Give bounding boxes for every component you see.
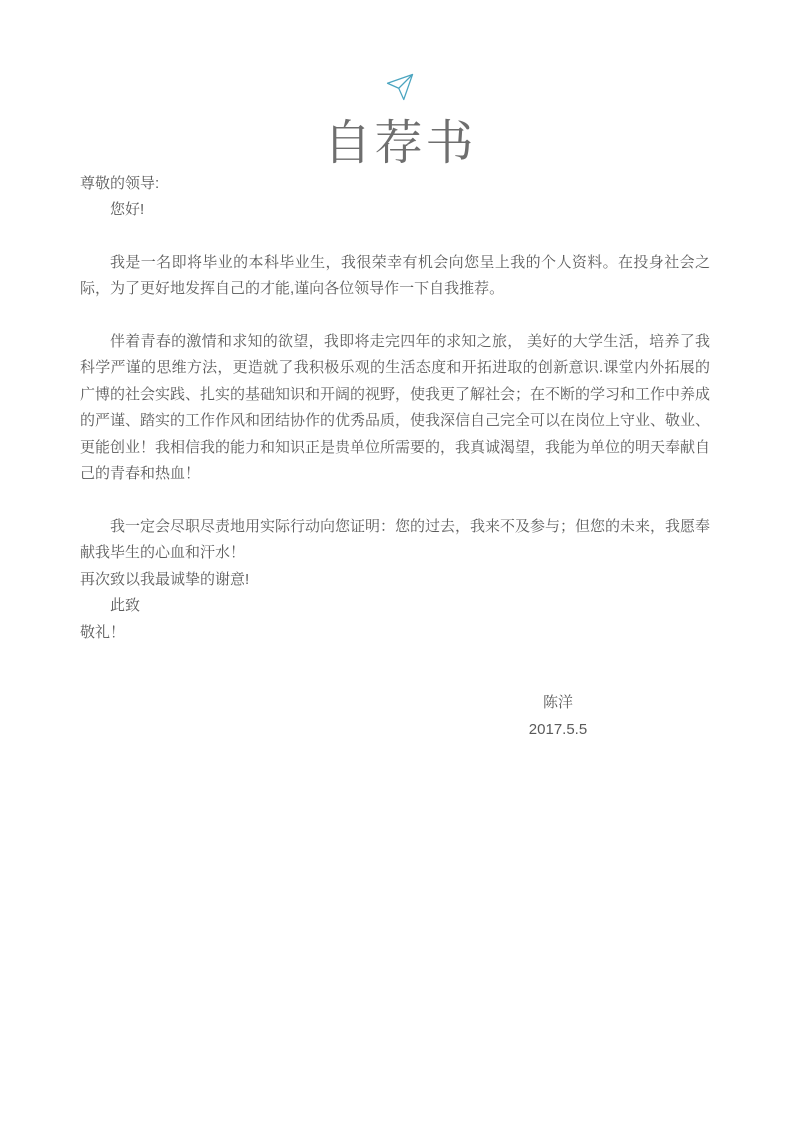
greeting-line: 您好!: [110, 201, 145, 219]
letter-paragraph: 我一定会尽职尽责地用实际行动向您证明：您的过去，我来不及参与；但您的未来，我愿奉献我毕生的心血和汗水！: [80, 517, 711, 562]
letter-paragraph: 我是一名即将毕业的本科毕业生，我很荣幸有机会向您呈上我的个人资料。在投身社会之际，为了更好地发挥自己的才能,谨向各位领导作一下自我推荐。: [80, 253, 710, 298]
header-icon-area: [0, 0, 800, 104]
signature-name: 陈洋: [542, 694, 573, 712]
paper-plane-icon: [385, 72, 415, 102]
salutation-line: 尊敬的领导:: [80, 174, 160, 192]
respect-open-line: 此致: [110, 597, 141, 615]
signature-block: [458, 690, 658, 743]
letter-paragraph: 伴着青春的激情和求知的欲望，我即将走完四年的求知之旅， 美好的大学生活，培养了我科学严谨的思维方法，更造就了我积极乐观的生活态度和开拓进取的创新意识.课堂内外拓展的广博的社会实践、扎实的基础知识和开阔的视野，使我更了解社会；在不断的学习和工作中养成的严谨、踏实的工作作风和团结协作的优秀品质，使我深信自己完全可以在岗位上守业、敬业、更能创业！我相信我的能力和知识正是贵单位所需要的，我真诚渴望，我能为单位的明天奉献自己的青春和热血！: [80, 332, 711, 483]
respect-close-line: 敬礼！: [80, 623, 126, 641]
letter-body: [0, 171, 800, 744]
thanks-line: 再次致以我最诚挚的谢意!: [80, 570, 250, 588]
signature-date: 2017.5.5: [528, 720, 588, 738]
page-title: 自荐书: [323, 117, 477, 170]
